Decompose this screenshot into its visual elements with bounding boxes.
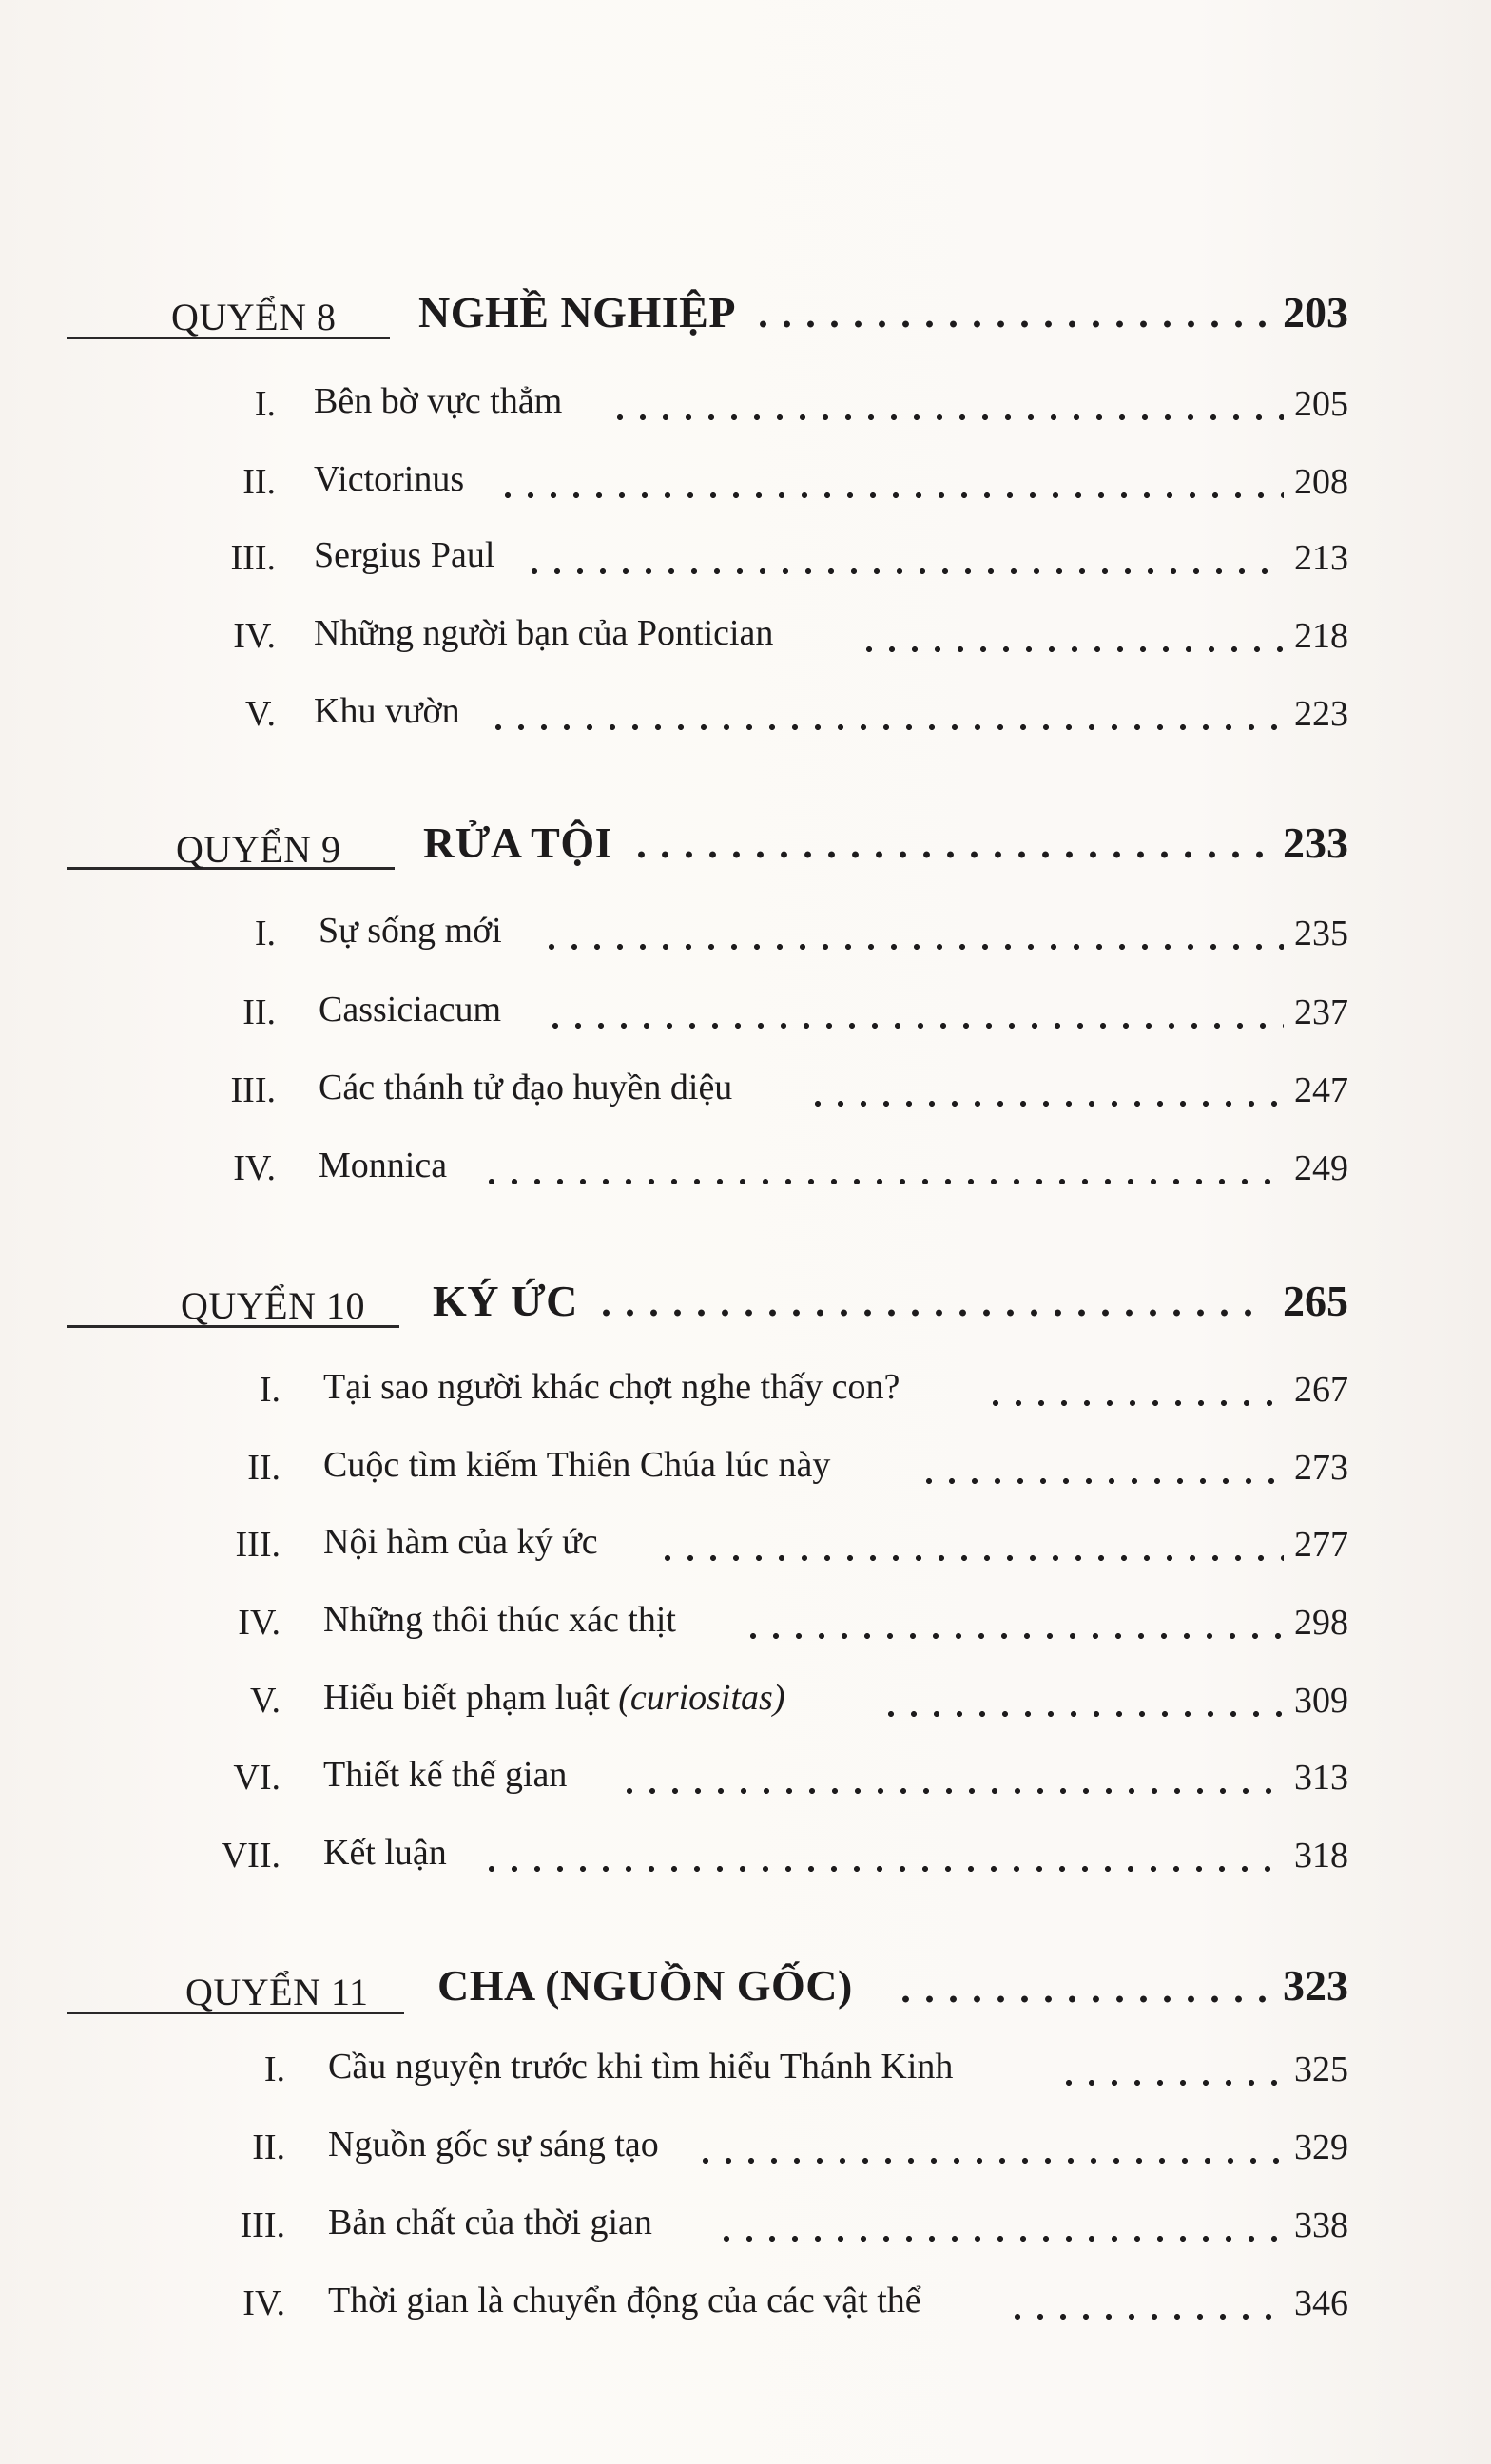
leader-dots <box>880 1709 1284 1719</box>
entry-title: Nội hàm của ký ức <box>323 1522 598 1562</box>
entry-title: Cầu nguyện trước khi tìm hiểu Thánh Kinh <box>328 2047 954 2087</box>
toc-entry[interactable] <box>0 1442 1491 1499</box>
entry-page-number: 213 <box>1294 538 1348 578</box>
leader-dots <box>523 567 1284 576</box>
leader-dots <box>656 1553 1284 1563</box>
toc-entry[interactable] <box>0 532 1491 589</box>
leader-dots <box>540 942 1284 952</box>
section-title: KÝ ỨC <box>433 1277 578 1325</box>
toc-entry[interactable] <box>0 1830 1491 1887</box>
toc-entry[interactable] <box>0 2200 1491 2257</box>
entry-page-number: 223 <box>1294 694 1348 734</box>
entry-title: Tại sao người khác chợt nghe thấy con? <box>323 1367 900 1407</box>
entry-number: II. <box>242 992 276 1032</box>
entry-number: IV. <box>238 1603 281 1643</box>
toc-entry[interactable] <box>0 1065 1491 1122</box>
toc-entry[interactable] <box>0 1364 1491 1421</box>
entry-page-number: 277 <box>1294 1525 1348 1565</box>
toc-entry[interactable] <box>0 987 1491 1044</box>
leader-dots <box>918 1476 1284 1486</box>
entry-number: I. <box>254 914 276 953</box>
entry-number: IV. <box>242 2283 285 2323</box>
entry-title: Sự sống mới <box>319 911 502 951</box>
toc-entry[interactable] <box>0 688 1491 745</box>
leader-dots <box>609 413 1284 422</box>
leader-dots <box>1006 2312 1284 2321</box>
entry-page-number: 249 <box>1294 1148 1348 1188</box>
entry-page-number: 318 <box>1294 1836 1348 1876</box>
leader-dots <box>594 1308 1268 1318</box>
leader-dots <box>715 2234 1284 2243</box>
leader-dots <box>858 645 1284 654</box>
entry-page-number: 346 <box>1294 2283 1348 2323</box>
entry-number: III. <box>235 1525 281 1565</box>
leader-dots <box>806 1099 1284 1108</box>
entry-page-number: 218 <box>1294 616 1348 656</box>
section-label: QUYỂN 11 <box>185 1971 369 2013</box>
leader-dots <box>487 722 1284 732</box>
entry-number: V. <box>244 694 276 734</box>
entry-title: Victorinus <box>314 459 465 499</box>
section-page-number: 233 <box>1283 818 1348 867</box>
leader-dots <box>618 1786 1284 1796</box>
entry-page-number: 298 <box>1294 1603 1348 1643</box>
section-heading <box>0 806 1491 892</box>
entry-page-number: 309 <box>1294 1681 1348 1721</box>
toc-entry[interactable] <box>0 2044 1491 2101</box>
section-page-number: 323 <box>1283 1961 1348 2010</box>
entry-number: II. <box>247 1448 281 1488</box>
entry-page-number: 247 <box>1294 1070 1348 1110</box>
section-label: QUYỂN 10 <box>181 1284 365 1327</box>
entry-number: I. <box>259 1370 281 1410</box>
toc-entry[interactable] <box>0 908 1491 965</box>
entry-title: Khu vườn <box>314 691 460 731</box>
entry-number: V. <box>249 1681 281 1721</box>
section-page-number: 265 <box>1283 1277 1348 1325</box>
section-heading <box>0 1264 1491 1350</box>
entry-title: Monnica <box>319 1145 448 1185</box>
entry-number: II. <box>242 462 276 502</box>
entry-page-number: 325 <box>1294 2050 1348 2089</box>
entry-title: Các thánh tử đạo huyền diệu <box>319 1068 733 1107</box>
entry-page-number: 267 <box>1294 1370 1348 1410</box>
toc-entry[interactable] <box>0 2278 1491 2335</box>
entry-number: I. <box>263 2050 285 2089</box>
entry-number: IV. <box>233 1148 276 1188</box>
entry-page-number: 235 <box>1294 914 1348 953</box>
entry-page-number: 329 <box>1294 2127 1348 2167</box>
leader-dots <box>544 1021 1284 1030</box>
toc-entry[interactable] <box>0 1519 1491 1576</box>
entry-title: Cassiciacum <box>319 990 502 1030</box>
section-label: QUYỂN 9 <box>176 828 341 871</box>
leader-dots <box>629 850 1268 859</box>
section-title: NGHỀ NGHIỆP <box>418 288 736 337</box>
entry-title: Bên bờ vực thẳm <box>314 381 563 421</box>
leader-dots <box>694 2156 1284 2166</box>
section-page-number: 203 <box>1283 288 1348 337</box>
entry-number: I. <box>254 384 276 424</box>
entry-number: II. <box>252 2127 285 2167</box>
section-heading <box>0 276 1491 361</box>
leader-dots <box>1057 2078 1284 2088</box>
entry-page-number: 338 <box>1294 2205 1348 2245</box>
entry-title: Những thôi thúc xác thịt <box>323 1600 676 1640</box>
leader-dots <box>480 1177 1284 1186</box>
entry-number: VII. <box>221 1836 281 1876</box>
entry-title: Những người bạn của Pontician <box>314 613 774 653</box>
entry-page-number: 313 <box>1294 1758 1348 1798</box>
section-title: RỬA TỘI <box>423 818 613 867</box>
toc-entry[interactable] <box>0 610 1491 667</box>
entry-page-number: 205 <box>1294 384 1348 424</box>
entry-number: IV. <box>233 616 276 656</box>
entry-title: Kết luận <box>323 1833 447 1873</box>
leader-dots <box>751 319 1268 329</box>
entry-title: Nguồn gốc sự sáng tạo <box>328 2125 659 2165</box>
entry-title: Sergius Paul <box>314 535 495 575</box>
entry-title: Bản chất của thời gian <box>328 2203 652 2243</box>
section-heading <box>0 1951 1491 2036</box>
toc-entry[interactable] <box>0 1675 1491 1732</box>
toc-entry[interactable] <box>0 1143 1491 1200</box>
entry-page-number: 237 <box>1294 992 1348 1032</box>
leader-dots <box>984 1398 1284 1408</box>
toc-entry[interactable] <box>0 456 1491 513</box>
leader-dots <box>742 1631 1284 1641</box>
entry-title-text: Hiểu biết phạm luật <box>323 1678 610 1718</box>
section-title: CHA (NGUỒN GỐC) <box>437 1961 853 2010</box>
leader-dots <box>480 1864 1284 1874</box>
entry-title-italic: (curiositas) <box>618 1678 785 1718</box>
toc-entry[interactable] <box>0 1752 1491 1809</box>
toc-entry[interactable] <box>0 2122 1491 2179</box>
toc-entry[interactable] <box>0 1597 1491 1654</box>
entry-number: III. <box>230 1070 276 1110</box>
entry-title <box>323 1677 784 1719</box>
entry-title: Cuộc tìm kiếm Thiên Chúa lúc này <box>323 1445 831 1485</box>
entry-title: Thiết kế thế gian <box>323 1755 568 1795</box>
entry-number: III. <box>230 538 276 578</box>
entry-title: Thời gian là chuyển động của các vật thể <box>328 2281 921 2320</box>
entry-number: VI. <box>233 1758 281 1798</box>
leader-dots <box>894 1994 1268 2004</box>
entry-number: III. <box>240 2205 285 2245</box>
toc-entry[interactable] <box>0 378 1491 435</box>
leader-dots <box>496 491 1284 500</box>
entry-page-number: 208 <box>1294 462 1348 502</box>
section-label: QUYỂN 8 <box>171 296 337 338</box>
entry-page-number: 273 <box>1294 1448 1348 1488</box>
